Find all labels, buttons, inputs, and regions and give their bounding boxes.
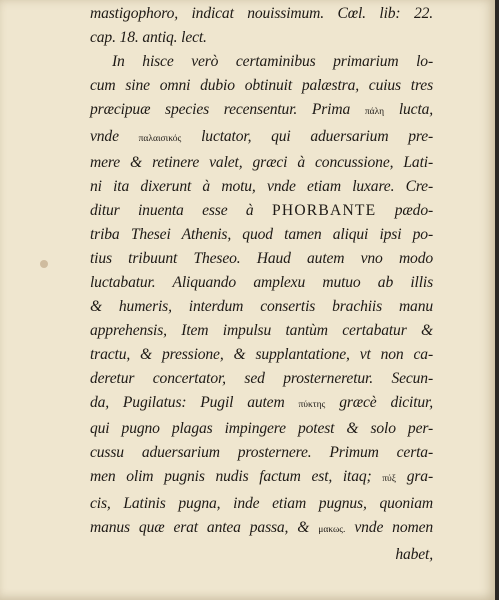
greek-word: μακως.: [318, 525, 346, 536]
text-line: & humeris, interdum consertis brachiis manu: [90, 297, 433, 315]
text-line: præcipuæ species recensentur. Prima πάλη lucta,: [90, 100, 434, 118]
text-line: mere & retinere valet, græci à concussione, Lati-: [90, 154, 433, 172]
text-line: apprehensis, Item impulsu tantùm certabatur &: [90, 321, 433, 339]
text-line: ditur inuenta esse à PHORBANTE pædo-: [90, 202, 434, 220]
text-line: cum sine omni dubio obtinuit palæstra, cuius tres: [90, 76, 433, 94]
text-line: manus quæ erat antea passa, & μακως. vnde nomen: [90, 519, 433, 537]
text-line: tius tribuunt Theseo. Haud autem vno modo: [90, 250, 433, 268]
text-line: cussu aduersarium prosternere. Primum certa-: [90, 444, 433, 462]
text-line: luctabatur. Aliquando amplexu mutuo ab illis: [90, 273, 433, 291]
text-line: vnde παλαισικός luctator, qui aduersarium pre-: [90, 127, 434, 145]
greek-word: πύκτης: [298, 399, 326, 410]
text-line: tractu, & pressione, & supplantatione, vt non ca-: [90, 345, 433, 363]
text-line: ni ita dixerunt à motu, vnde etiam luxare. Cre-: [90, 178, 433, 196]
greek-word: πάλη: [364, 106, 385, 117]
text-line: cap. 18. antiq. lect.: [90, 28, 207, 46]
text-line: mastigophoro, indicat nouissimum. Cœl. lib: 22.: [90, 5, 433, 22]
text-line: cis, Latinis pugna, inde etiam pugnus, quoniam: [90, 495, 433, 513]
text-line: habet,: [395, 545, 433, 563]
text-line: deretur concertator, sed prosterneretur. Secun-: [90, 369, 433, 387]
text-line: men olim pugnis nudis factum est, itaq; πύξ gra-: [90, 468, 433, 486]
text-line: da, Pugilatus: Pugil autem πύκτης græcè dicitur,: [90, 393, 433, 411]
text-line: In hisce verò certaminibus primarium lo-: [112, 52, 433, 70]
greek-word: παλαισικός: [138, 133, 182, 144]
name-phorbante: PHORBANTE: [271, 202, 377, 220]
text-line: triba Thesei Athenis, quod tamen aliqui ipsi po-: [90, 226, 433, 244]
latin-text-body: [90, 2, 433, 567]
text-line: qui pugno plagas impingere potest & solo per-: [90, 420, 433, 438]
greek-word: πύξ: [382, 474, 397, 485]
paper-stain: [40, 260, 48, 268]
